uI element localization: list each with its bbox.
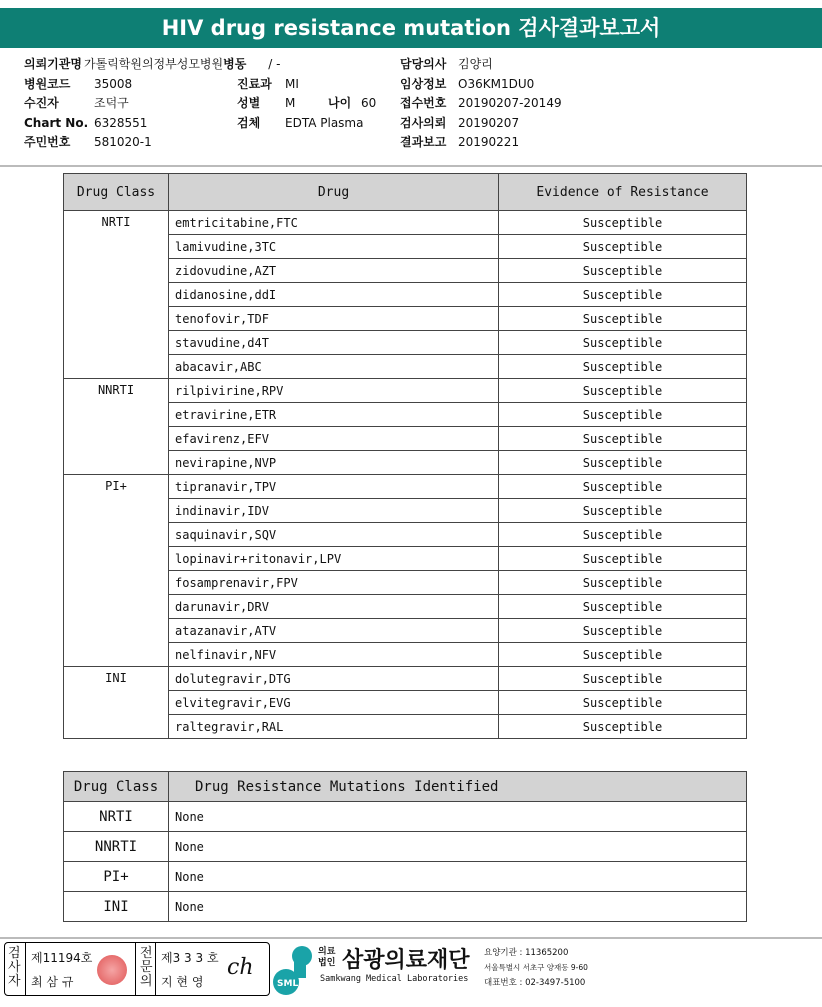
- receipt-value: 20190207-20149: [458, 96, 562, 110]
- table-row: [64, 667, 747, 691]
- request-value: 20190207: [458, 115, 520, 130]
- resistance-evidence: Susceptible: [499, 691, 747, 715]
- drug-name: tenofovir,TDF: [169, 307, 499, 331]
- mutations: None: [169, 862, 747, 892]
- resistance-evidence: Susceptible: [499, 331, 747, 355]
- report-date-label: 결과보고: [400, 135, 447, 149]
- drug-class: PI+: [64, 862, 169, 892]
- drug-name: lopinavir+ritonavir,LPV: [169, 547, 499, 571]
- ward-value: / -: [268, 57, 281, 71]
- resistance-evidence: Susceptible: [499, 715, 747, 739]
- drug-name: saquinavir,SQV: [169, 523, 499, 547]
- org-english-name: Samkwang Medical Laboratories: [320, 974, 469, 984]
- drug-class: NNRTI: [64, 832, 169, 862]
- chart-label: Chart No.: [24, 115, 89, 130]
- table-row: [64, 211, 747, 235]
- drug-name: zidovudine,AZT: [169, 259, 499, 283]
- drug-name: darunavir,DRV: [169, 595, 499, 619]
- id-label: 주민번호: [24, 135, 71, 149]
- resistance-evidence: Susceptible: [499, 547, 747, 571]
- resistance-evidence: Susceptible: [499, 379, 747, 403]
- chart-value: 6328551: [94, 115, 148, 130]
- drug-name: dolutegravir,DTG: [169, 667, 499, 691]
- susceptibility-table: [63, 173, 747, 739]
- org-type: 의료법인: [318, 947, 336, 968]
- resistance-evidence: Susceptible: [499, 451, 747, 475]
- request-label: 검사의뢰: [400, 115, 447, 130]
- specialist-label: 전문의: [140, 946, 153, 989]
- resistance-evidence: Susceptible: [499, 475, 747, 499]
- clinical-label: 임상정보: [400, 76, 447, 91]
- resistance-evidence: Susceptible: [499, 499, 747, 523]
- id-value: 581020-1: [94, 135, 152, 149]
- specimen-label: 검체: [237, 115, 261, 130]
- resistance-evidence: Susceptible: [499, 403, 747, 427]
- drug-name: abacavir,ABC: [169, 355, 499, 379]
- patient-value: 조덕구: [94, 96, 129, 110]
- info-col-2: [237, 75, 376, 134]
- table-row: [64, 379, 747, 403]
- header-mutations: Drug Resistance Mutations Identified: [169, 772, 747, 802]
- table-row: [64, 475, 747, 499]
- doctor-value: 김양리: [458, 57, 493, 71]
- report-title: HIV drug resistance mutation 검사결과보고서: [0, 8, 822, 48]
- header-evidence: Evidence of Resistance: [499, 174, 747, 211]
- resistance-evidence: Susceptible: [499, 523, 747, 547]
- drug-name: raltegravir,RAL: [169, 715, 499, 739]
- age-value: 60: [361, 96, 377, 110]
- mutations: None: [169, 802, 747, 832]
- org-name: 삼광의료재단: [342, 948, 470, 973]
- drug-name: emtricitabine,FTC: [169, 211, 499, 235]
- address: 서울특별시 서초구 양재동 9-60: [484, 963, 588, 972]
- footer-divider: [0, 937, 822, 939]
- signature: ch: [227, 955, 254, 980]
- sex-label: 성별: [237, 96, 261, 110]
- drug-class: NNRTI: [64, 379, 169, 475]
- drug-name: fosamprenavir,FPV: [169, 571, 499, 595]
- mutations-table: [63, 771, 747, 922]
- resistance-evidence: Susceptible: [499, 283, 747, 307]
- clinical-value: O36KM1DU0: [458, 76, 535, 91]
- drug-name: didanosine,ddI: [169, 283, 499, 307]
- header-drug-class: Drug Class: [64, 772, 169, 802]
- header-drug: Drug: [169, 174, 499, 211]
- drug-name: efavirenz,EFV: [169, 427, 499, 451]
- dept-value: MI: [285, 76, 299, 91]
- resistance-evidence: Susceptible: [499, 259, 747, 283]
- specialist-name: 지 현 영: [161, 975, 204, 989]
- drug-name: lamivudine,3TC: [169, 235, 499, 259]
- drug-class: NRTI: [64, 802, 169, 832]
- divider: [0, 165, 822, 167]
- tester-number: 제11194호: [31, 951, 93, 965]
- resistance-evidence: Susceptible: [499, 643, 747, 667]
- sml-logo-icon: [272, 944, 322, 996]
- header-drug-class: Drug Class: [64, 174, 169, 211]
- specialist-number: 제3 3 3 호: [161, 951, 219, 965]
- drug-name: nelfinavir,NFV: [169, 643, 499, 667]
- table-row: [64, 862, 747, 892]
- sex-value: M: [285, 96, 296, 110]
- table-row: [64, 802, 747, 832]
- drug-class: PI+: [64, 475, 169, 667]
- drug-class: INI: [64, 667, 169, 739]
- drug-name: stavudine,d4T: [169, 331, 499, 355]
- drug-class: INI: [64, 892, 169, 922]
- resistance-evidence: Susceptible: [499, 307, 747, 331]
- dept-label: 진료과: [237, 76, 272, 91]
- drug-name: indinavir,IDV: [169, 499, 499, 523]
- resistance-evidence: Susceptible: [499, 211, 747, 235]
- resistance-evidence: Susceptible: [499, 667, 747, 691]
- hospital-value: 가톨릭학원의정부성모병원: [84, 57, 224, 71]
- resistance-evidence: Susceptible: [499, 235, 747, 259]
- resistance-evidence: Susceptible: [499, 427, 747, 451]
- drug-name: elvitegravir,EVG: [169, 691, 499, 715]
- institution-number: 요양기관 : 11365200: [484, 948, 569, 958]
- report-date-value: 20190221: [458, 135, 520, 149]
- age-label: 나이: [328, 96, 352, 110]
- table-row: [64, 892, 747, 922]
- doctor-label: 담당의사: [400, 57, 447, 71]
- resistance-evidence: Susceptible: [499, 355, 747, 379]
- drug-name: etravirine,ETR: [169, 403, 499, 427]
- drug-name: rilpivirine,RPV: [169, 379, 499, 403]
- resistance-evidence: Susceptible: [499, 619, 747, 643]
- mutations: None: [169, 832, 747, 862]
- patient-label: 수진자: [24, 96, 59, 110]
- ward-label: 병동: [223, 57, 247, 71]
- logo-text: SML: [277, 979, 299, 989]
- drug-name: tipranavir,TPV: [169, 475, 499, 499]
- hospital-label: 의뢰기관명: [24, 57, 82, 71]
- resistance-evidence: Susceptible: [499, 571, 747, 595]
- specimen-value: EDTA Plasma: [285, 115, 364, 130]
- table-row: [64, 832, 747, 862]
- phone: 대표번호 : 02-3497-5100: [484, 978, 586, 988]
- signature-box: [4, 942, 270, 996]
- code-value: 35008: [94, 76, 133, 91]
- drug-name: atazanavir,ATV: [169, 619, 499, 643]
- tester-name: 최 삼 규: [31, 975, 74, 989]
- sml-logo: [272, 944, 322, 1000]
- receipt-label: 접수번호: [400, 96, 447, 110]
- seal-stamp: [97, 955, 127, 985]
- resistance-evidence: Susceptible: [499, 595, 747, 619]
- drug-class: NRTI: [64, 211, 169, 379]
- drug-name: nevirapine,NVP: [169, 451, 499, 475]
- mutations: None: [169, 892, 747, 922]
- tester-label: 검사자: [8, 946, 21, 989]
- code-label: 병원코드: [24, 76, 71, 91]
- info-col-3: [400, 55, 562, 153]
